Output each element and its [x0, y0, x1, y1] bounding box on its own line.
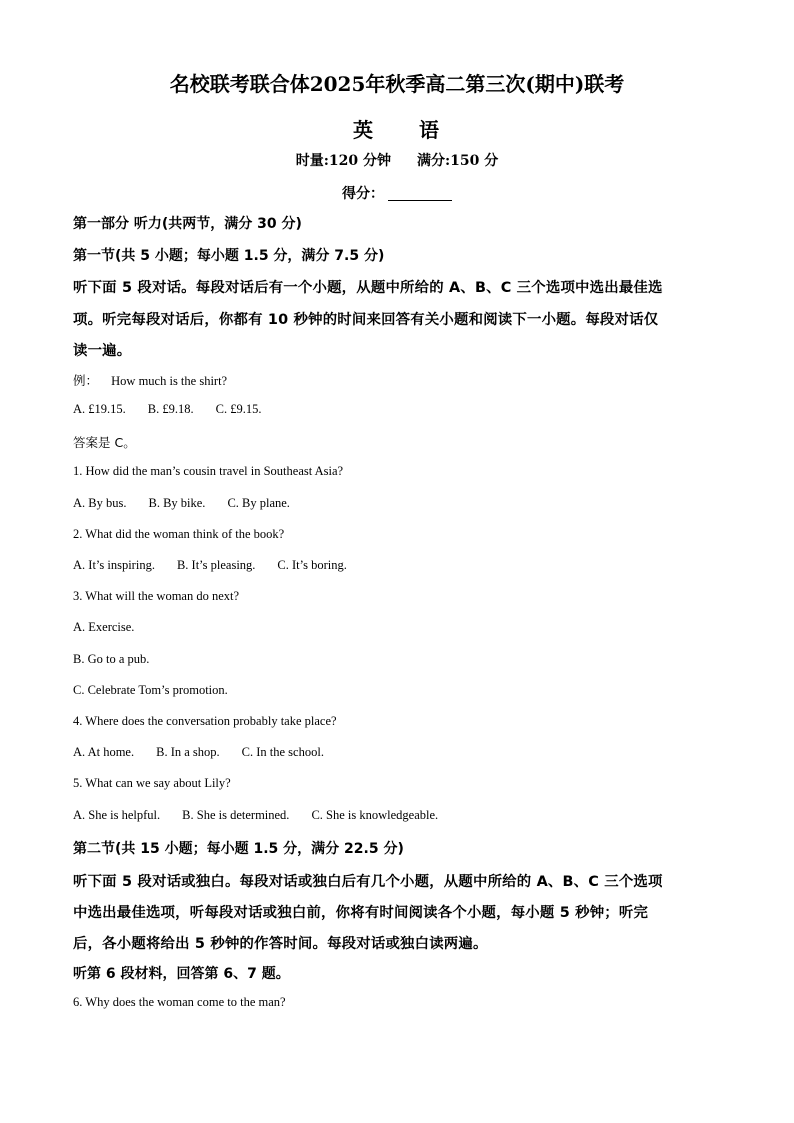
option-c[interactable]: C. Celebrate Tom’s promotion.	[73, 683, 228, 697]
example-answer: 答案是 C。	[73, 435, 136, 450]
example-options	[73, 402, 723, 417]
example-question-text: How much is the shirt?	[111, 374, 228, 388]
question-stem: 1. How did the man’s cousin travel in Southeast Asia?	[73, 464, 344, 478]
score-line	[0, 183, 794, 203]
option-c[interactable]: C. She is knowledgeable.	[311, 808, 439, 822]
exam-title: 名校联考联合体2025年秋季高二第三次(期中)联考	[169, 72, 625, 96]
example-option-c: C. £9.15.	[215, 402, 262, 416]
section1-instruction-line: 读一遍。	[73, 343, 132, 359]
question-stem: 5. What can we say about Lily?	[73, 776, 231, 790]
option-b[interactable]: B. Go to a pub.	[73, 652, 150, 666]
option-b[interactable]: B. By bike.	[148, 496, 206, 510]
option-a[interactable]: A. At home.	[73, 745, 135, 759]
question-stem: 3. What will the woman do next?	[73, 589, 240, 603]
question-options	[73, 558, 723, 573]
option-b[interactable]: B. It’s pleasing.	[176, 558, 256, 572]
option-a[interactable]: A. It’s inspiring.	[73, 558, 155, 572]
option-a[interactable]: A. She is helpful.	[73, 808, 161, 822]
subject-char-1: 英	[353, 118, 375, 142]
section2-instruction-line: 听下面 5 段对话或独白。每段对话或独白后有几个小题，从题中所给的 A、B、C 三个选项	[73, 874, 663, 890]
option-b[interactable]: B. In a shop.	[156, 745, 220, 759]
part1-heading: 第一部分 听力(共两节，满分 30 分)	[73, 216, 302, 232]
example-option-b: B. £9.18.	[147, 402, 194, 416]
exam-meta	[0, 150, 794, 170]
subject-char-2: 语	[419, 118, 441, 142]
time-limit: 时量:120 分钟	[295, 153, 391, 169]
question-stem: 2. What did the woman think of the book?	[73, 527, 285, 541]
section1-instruction-line: 项。听完每段对话后，你都有 10 秒钟的时间来回答有关小题和阅读下一小题。每段对话仅	[73, 312, 659, 328]
question-stem: 4. Where does the conversation probably take place?	[73, 714, 337, 728]
option-c[interactable]: C. By plane.	[227, 496, 290, 510]
example-option-a: A. £19.15.	[73, 402, 126, 416]
full-score: 满分:150 分	[417, 153, 499, 169]
example-label: 例：	[73, 373, 99, 388]
section2-heading: 第二节(共 15 小题；每小题 1.5 分，满分 22.5 分)	[73, 841, 404, 857]
option-a[interactable]: A. By bus.	[73, 496, 127, 510]
option-c[interactable]: C. It’s boring.	[277, 558, 347, 572]
score-label: 得分：	[342, 186, 384, 202]
material6-heading: 听第 6 段材料，回答第 6、7 题。	[73, 966, 290, 982]
option-b[interactable]: B. She is determined.	[182, 808, 290, 822]
score-blank[interactable]	[388, 186, 452, 201]
section1-instruction-line: 听下面 5 段对话。每段对话后有一个小题，从题中所给的 A、B、C 三个选项中选出最佳选	[73, 280, 663, 296]
option-c[interactable]: C. In the school.	[241, 745, 324, 759]
example-question	[73, 371, 723, 389]
question-stem: 6. Why does the woman come to the man?	[73, 995, 286, 1009]
section1-heading: 第一节(共 5 小题；每小题 1.5 分，满分 7.5 分)	[73, 248, 385, 264]
section2-instruction-line: 后，各小题将给出 5 秒钟的作答时间。每段对话或独白读两遍。	[73, 936, 488, 952]
question-options	[73, 496, 723, 511]
section2-instruction-line: 中选出最佳选项，听每段对话或独白前，你将有时间阅读各个小题，每小题 5 秒钟；听完	[73, 905, 649, 921]
subject-title	[0, 114, 794, 143]
question-options	[73, 745, 723, 760]
option-a[interactable]: A. Exercise.	[73, 620, 135, 634]
question-options	[73, 808, 723, 823]
